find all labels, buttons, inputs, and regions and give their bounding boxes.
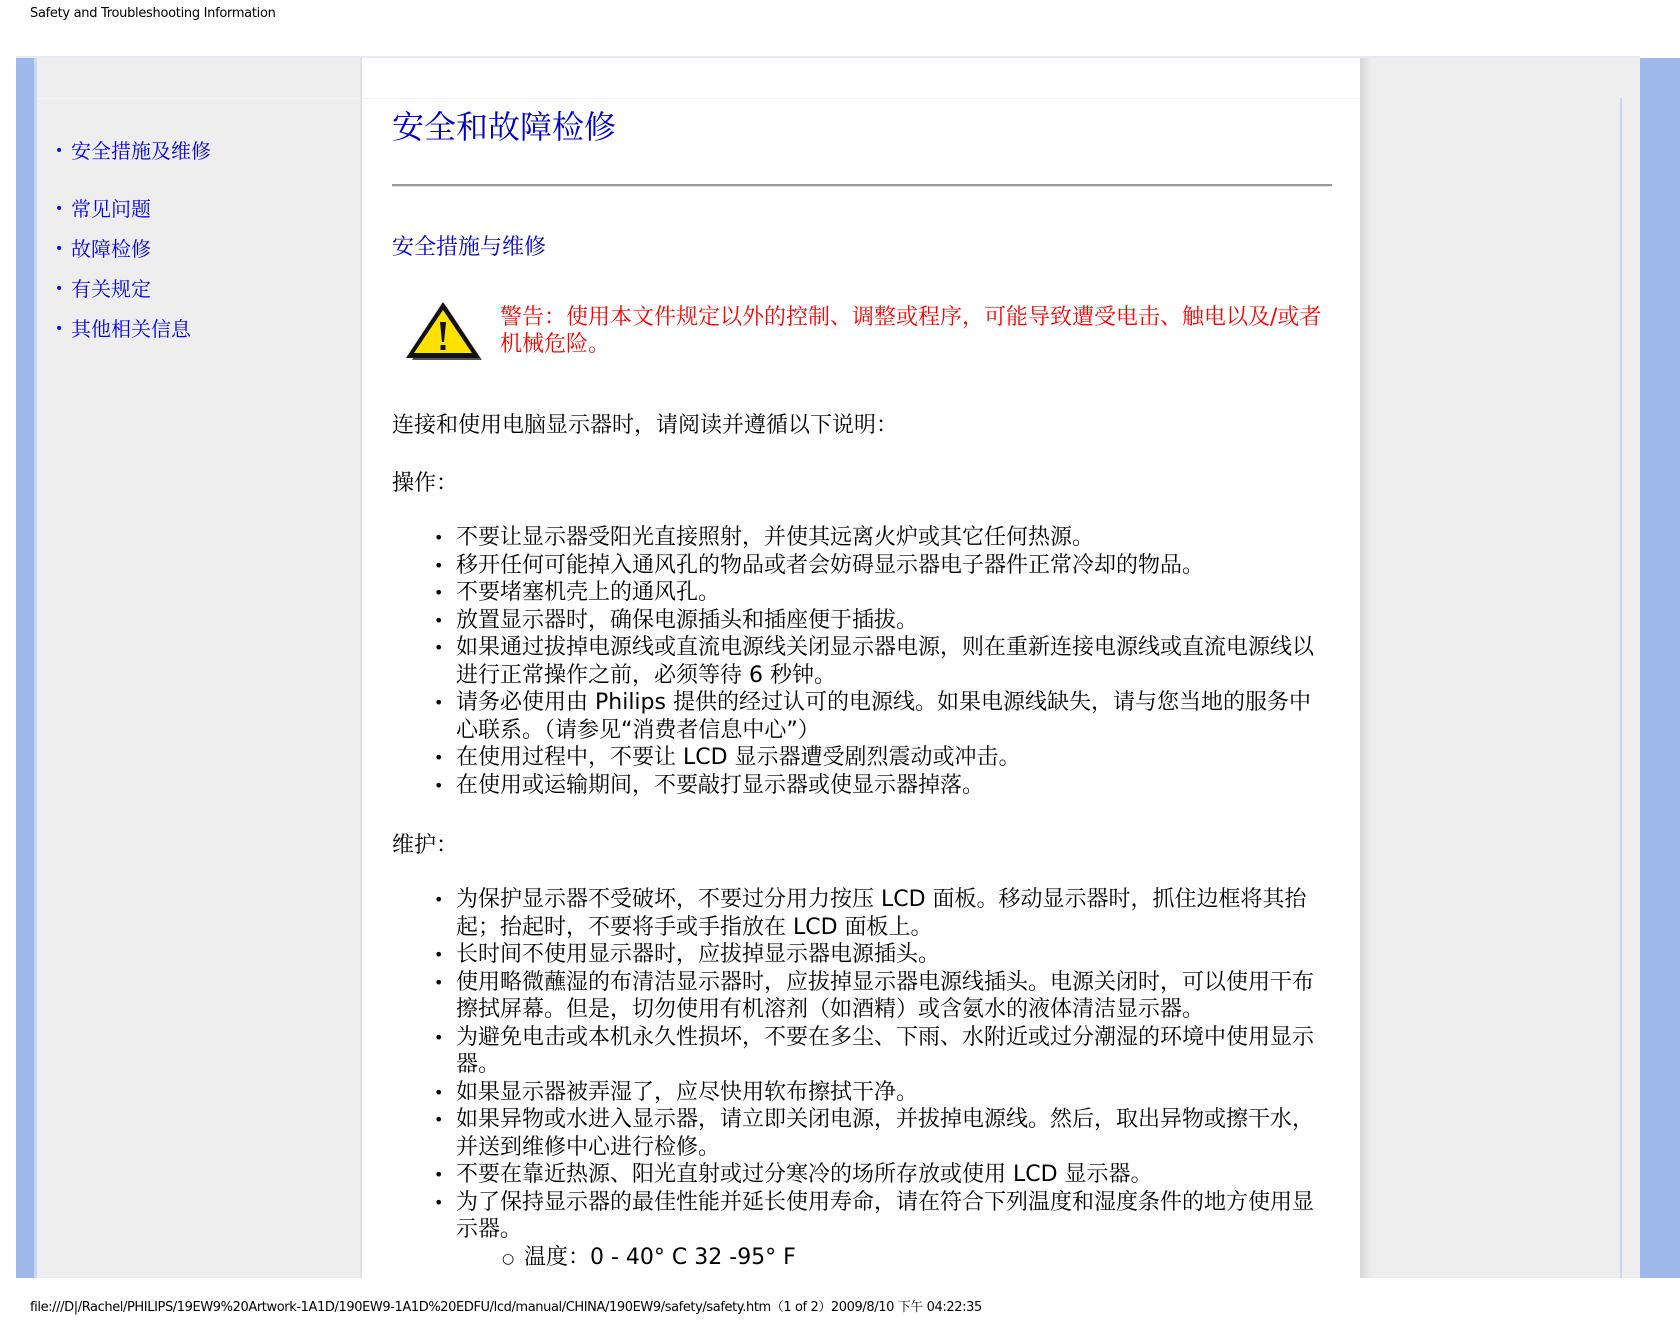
condition-item: ○ 温度：0 - 40° C 32 -95° F [502, 1244, 796, 1271]
list-item: • 如果异物或水进入显示器，请立即关闭电源，并拔掉电源线。然后，取出异物或擦干水，并送到维修中心进行检修。 [434, 1106, 1314, 1161]
sidebar-link-other-info[interactable]: 其他相关信息 [71, 317, 191, 341]
maintenance-list [434, 886, 1314, 1244]
list-item: • 为保护显示器不受破坏，不要过分用力按压 LCD 面板。移动显示器时，抓住边框将其抬起；抬起时，不要将手或手指放在 LCD 面板上。 [434, 886, 1314, 941]
section-title: 安全措施与维修 [392, 235, 547, 260]
maintenance-heading: 维护： [392, 833, 459, 858]
content-shadow [1360, 58, 1372, 1278]
list-item: • 在使用或运输期间，不要敲打显示器或使显示器掉落。 [434, 772, 1314, 800]
list-item: • 不要在靠近热源、阳光直射或过分寒冷的场所存放或使用 LCD 显示器。 [434, 1161, 1314, 1189]
bullet-icon: • [55, 143, 64, 159]
left-frame-strip [16, 58, 34, 1278]
warning-text: 警告：使用本文件规定以外的控制、调整或程序，可能导致遭受电击、触电以及/或者机械危险。 [500, 305, 1322, 357]
sidebar-item-safety[interactable] [55, 138, 211, 178]
print-header: Safety and Troubleshooting Information [30, 6, 276, 21]
bullet-icon: • [55, 241, 64, 257]
list-item: • 不要让显示器受阳光直接照射，并使其远离火炉或其它任何热源。 [434, 524, 1314, 552]
list-item: • 在使用过程中，不要让 LCD 显示器遭受剧烈震动或冲击。 [434, 744, 1314, 772]
list-item: • 为了保持显示器的最佳性能并延长使用寿命，请在符合下列温度和湿度条件的地方使用显示器。 [434, 1189, 1314, 1244]
right-frame-strip [1640, 58, 1680, 1278]
conditions-list [502, 1244, 796, 1271]
print-footer: file:///D|/Rachel/PHILIPS/19EW9%20Artwork-1A1D/190EW9-1A1D%20EDFU/lcd/manual/CHINA/190EW9/safety/safety.htm（1 of 2）2009/8/10 下午 04:22:35 [30, 1300, 982, 1315]
sidebar-link-safety[interactable]: 安全措施及维修 [71, 139, 211, 163]
bullet-icon: • [55, 201, 64, 217]
list-item: • 如果通过拔掉电源线或直流电源线关闭显示器电源，则在重新连接电源线或直流电源线以进行正常操作之前，必须等待 6 秒钟。 [434, 634, 1314, 689]
sidebar-link-regulatory[interactable]: 有关规定 [71, 277, 151, 301]
sidebar-item-other-info[interactable] [55, 316, 211, 356]
sidebar-item-regulatory[interactable] [55, 276, 211, 316]
list-item: • 移开任何可能掉入通风孔的物品或者会妨碍显示器电子器件正常冷却的物品。 [434, 552, 1314, 580]
list-item: • 放置显示器时，确保电源插头和插座便于插拔。 [434, 607, 1314, 635]
page-title: 安全和故障检修 [392, 108, 617, 146]
right-panel [1372, 58, 1640, 1278]
intro-text: 连接和使用电脑显示器时，请阅读并遵循以下说明： [392, 413, 899, 438]
sidebar-item-troubleshooting[interactable] [55, 236, 211, 276]
list-item: • 长时间不使用显示器时，应拔掉显示器电源插头。 [434, 941, 1314, 969]
operation-heading: 操作： [392, 471, 459, 496]
warning-triangle-icon [402, 300, 484, 370]
list-item: • 使用略微蘸湿的布清洁显示器时，应拔掉显示器电源线插头。电源关闭时，可以使用干布擦拭屏幕。但是，切勿使用有机溶剂（如酒精）或含氨水的液体清洁显示器。 [434, 969, 1314, 1024]
bullet-icon: • [55, 321, 64, 337]
sidebar-link-troubleshooting[interactable]: 故障检修 [71, 237, 151, 261]
list-item: • 不要堵塞机壳上的通风孔。 [434, 579, 1314, 607]
bullet-icon: • [55, 281, 64, 297]
sidebar [37, 58, 360, 1278]
sidebar-link-faq[interactable]: 常见问题 [71, 197, 151, 221]
list-item: • 为避免电击或本机永久性损坏，不要在多尘、下雨、水附近或过分潮湿的环境中使用显示器。 [434, 1024, 1314, 1079]
operation-list [434, 524, 1314, 799]
horizontal-rule [392, 184, 1332, 187]
main-content [362, 58, 1360, 1278]
sidebar-item-faq[interactable] [55, 196, 211, 236]
list-item: • 如果显示器被弄湿了，应尽快用软布擦拭干净。 [434, 1079, 1314, 1107]
list-item: • 请务必使用由 Philips 提供的经过认可的电源线。如果电源线缺失，请与您当地的服务中心联系。（请参见“消费者信息中心”） [434, 689, 1314, 744]
sidebar-nav [55, 138, 211, 356]
